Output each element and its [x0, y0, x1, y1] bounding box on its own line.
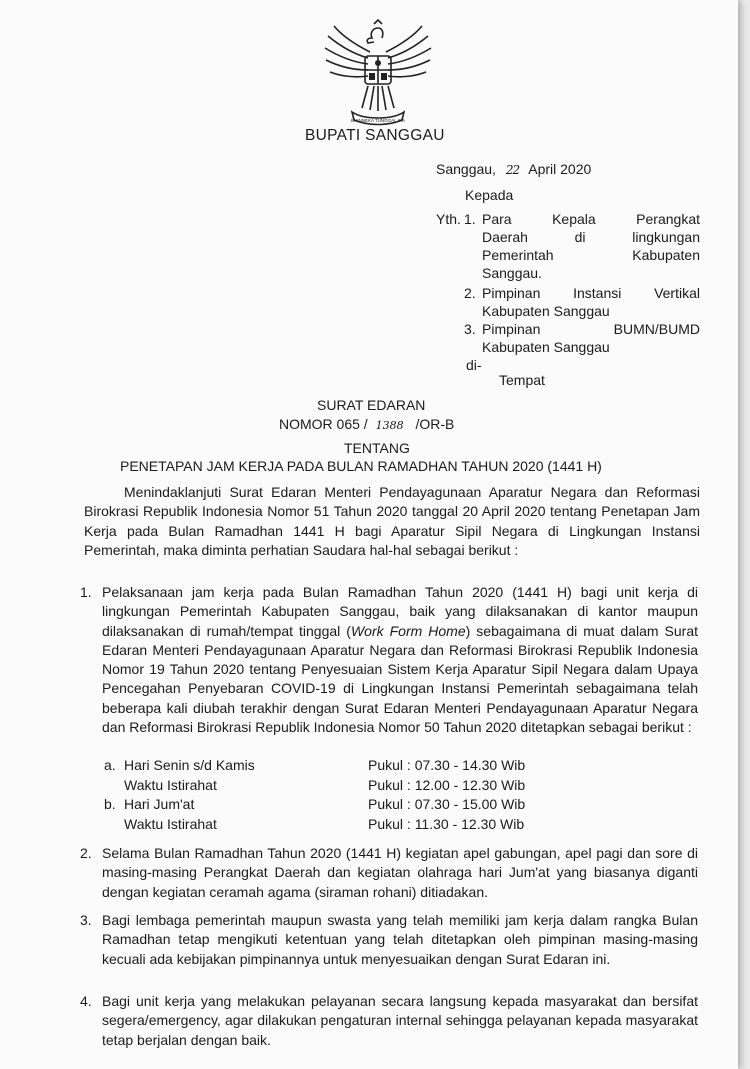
subject-heading: PENETAPAN JAM KERJA PADA BULAN RAMADHAN TAHUN 2020 (1441 H)	[120, 458, 602, 474]
recipient-line: Daerah di lingkungan	[482, 229, 700, 245]
schedule-label: Hari Jum'at	[124, 796, 195, 812]
point-4-paragraph: Bagi unit kerja yang melakukan pelayanan secara langsung kepada masyarakat dan bersifat segera/emergency, agar dilakukan pengaturan internal sehingga pelayanan kepada masyarakat tetap berjalan dengan baik.	[102, 993, 698, 1048]
tentang-heading: TENTANG	[344, 440, 410, 456]
schedule-time: Pukul : 11.30 - 12.30 Wib	[368, 816, 525, 832]
point-1-text-cont: ) sebagaimana di muat dalam Surat Edaran Menteri Pendayagunaan Aparatur Negara dan Reformasi Birokrasi Republik Indonesia Nomor 19 Tahun 2020 tentang Penyesuaian Sistem Kerja Aparatur Sipil Negara dalam Upaya Pencegahan Penyebaran COVID-19 di Lingkungan Instansi Pemerintah sebagaimana telah beberapa kali diubah terakhir dengan Surat Edaran Menteri Pendayagunaan Aparatur Negara dan Reformasi Birokrasi Republik Indonesia Nomor 50 Tahun 2020 ditetapkan sebagai berikut :	[102, 622, 698, 736]
schedule-label: Waktu Istirahat	[124, 777, 217, 793]
schedule-time: Pukul : 07.30 - 15.00 Wib	[368, 796, 526, 812]
recipient-num: 2.	[464, 285, 476, 301]
schedule-letter: b.	[104, 796, 116, 812]
recipient-line: Pimpinan BUMN/BUMD	[482, 321, 700, 337]
recipient-num: 3.	[464, 321, 476, 337]
recipient-line: Kabupaten Sanggau	[482, 339, 610, 355]
recipient-item-3	[482, 320, 700, 356]
date-month-year: April 2020	[528, 161, 592, 177]
tempat-label: Tempat	[499, 372, 545, 388]
point-number: 3.	[80, 912, 92, 928]
point-2-paragraph: Selama Bulan Ramadhan Tahun 2020 (1441 H) kegiatan apel gabungan, apel pagi dan sore di masing-masing Perangkat Daerah dan kegiatan olahraga hari Jum'at yang biasanya diganti dengan kegiatan ceramah agama (siraman rohani) ditiadakan.	[102, 845, 698, 900]
recipient-item-1	[482, 210, 700, 282]
date-line	[436, 160, 591, 179]
intro-paragraph: Menindaklanjuti Surat Edaran Menteri Pendayagunaan Aparatur Negara dan Reformasi Birokrasi Republik Indonesia Nomor 51 Tahun 2020 tanggal 20 April 2020 tentang Penetapan Jam Kerja pada Bulan Ramadhan 1441 H bagi Aparatur Sipil Negara di Lingkungan Instansi Pemerintah, maka diminta perhatian Saudara hal-hal sebagai berikut :	[84, 484, 700, 558]
recipient-line: Sanggau.	[482, 265, 542, 281]
svg-text:BHINNEKA TUNGGAL IKA: BHINNEKA TUNGGAL IKA	[350, 118, 406, 123]
point-1-text: Pelaksanaan jam kerja pada Bulan Ramadhan Tahun 2020 (1441 H) bagi unit kerja di lingkungan Pemerintah Kabupaten Sanggau, baik yang dilaksanakan di kantor maupun dilaksanakan di rumah/tempat tinggal (	[102, 584, 698, 639]
recipient-item-2	[482, 284, 700, 320]
nomor-line	[279, 415, 454, 435]
recipient-line: Pimpinan Instansi Vertikal	[482, 285, 700, 301]
office-title: BUPATI SANGGAU	[305, 127, 445, 144]
point-1-paragraph	[102, 583, 698, 737]
recipient-line: Para Kepala Perangkat	[482, 211, 700, 227]
date-place: Sanggau,	[436, 161, 496, 177]
di-label: di-	[466, 357, 482, 373]
point-1-italic: Work Form Home	[350, 622, 466, 639]
recipient-line: Kabupaten Sanggau	[482, 303, 610, 319]
date-day-handwritten: 22	[505, 163, 520, 177]
kepada-label: Kepada	[465, 187, 514, 203]
schedule-label: Hari Senin s/d Kamis	[124, 757, 255, 773]
schedule-time: Pukul : 12.00 - 12.30 Wib	[368, 777, 526, 793]
schedule-letter: a.	[104, 757, 116, 773]
nomor-suffix: /OR-B	[415, 416, 455, 432]
surat-edaran-heading: SURAT EDARAN	[317, 397, 426, 413]
point-number: 4.	[80, 993, 92, 1009]
point-3-paragraph: Bagi lembaga pemerintah maupun swasta yang telah memiliki jam kerja dalam rangka Bulan Ramadhan tetap mengikuti ketentuan yang telah ditetapkan oleh pimpinan masing-masing kecuali ada kebijakan pimpinannya untuk menyesuaikan dengan Surat Edaran ini.	[102, 912, 698, 967]
recipient-num: 1.	[464, 211, 476, 227]
garuda-emblem-icon	[318, 16, 438, 130]
nomor-prefix: NOMOR 065 /	[279, 416, 368, 432]
point-number: 1.	[80, 584, 92, 600]
point-number: 2.	[80, 845, 92, 861]
nomor-handwritten: 1388	[375, 419, 404, 432]
schedule-time: Pukul : 07.30 - 14.30 Wib	[368, 757, 526, 773]
yth-label: Yth.	[436, 211, 461, 227]
schedule-label: Waktu Istirahat	[124, 816, 217, 832]
recipient-line: Pemerintah Kabupaten	[482, 247, 700, 263]
